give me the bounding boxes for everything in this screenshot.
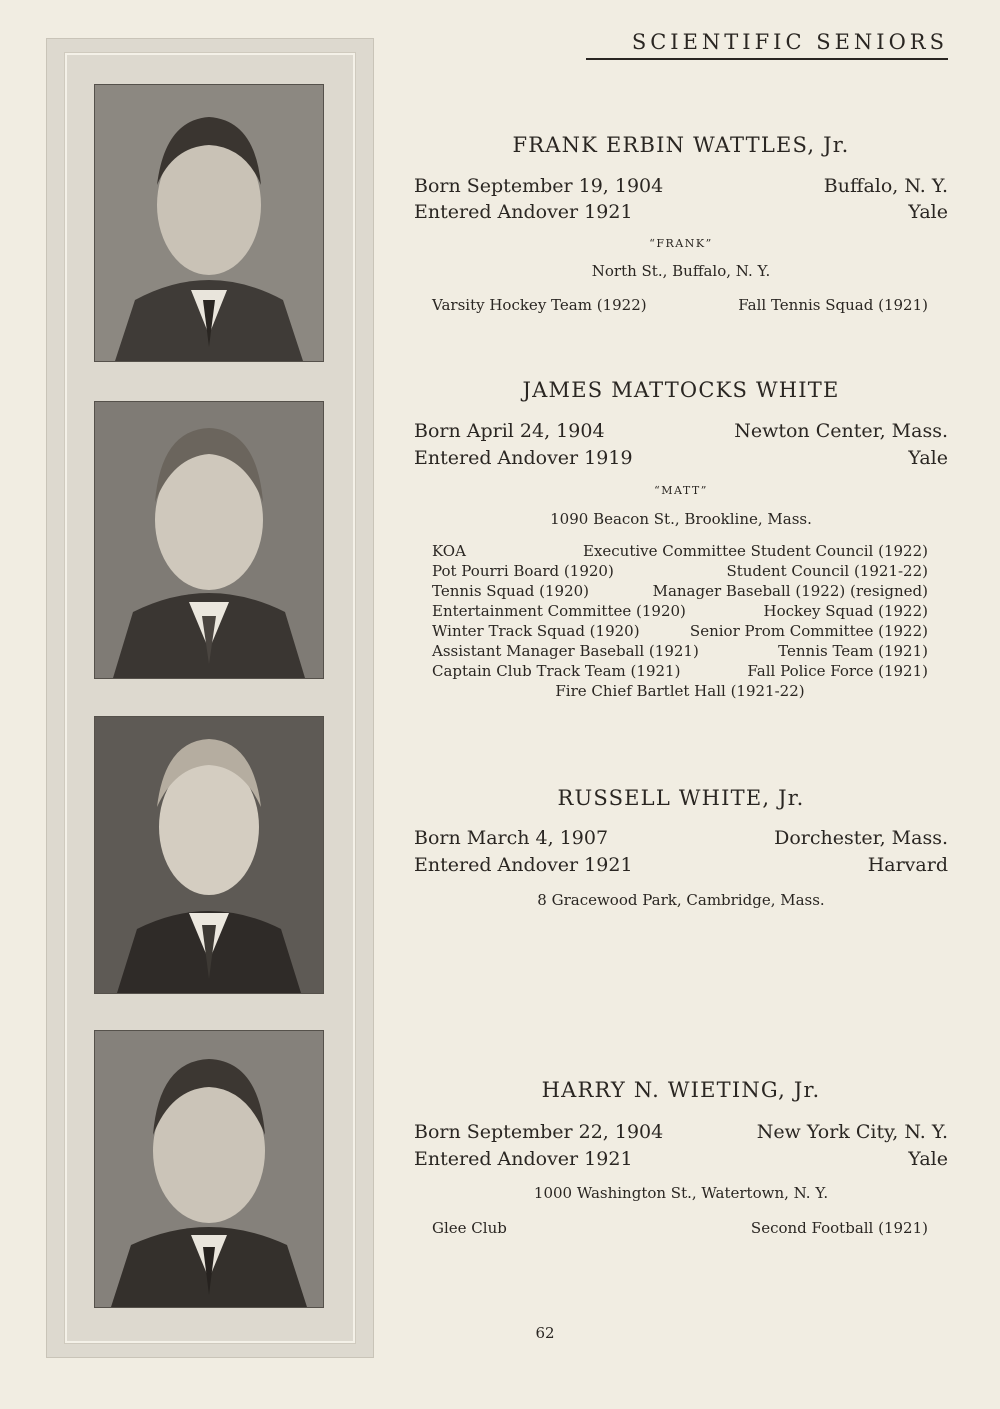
activity: Captain Club Track Team (1921) [432,662,681,680]
activity-row [432,295,928,315]
activity-row [432,621,928,641]
activity-row [432,661,928,681]
activity-row [432,541,928,561]
portrait-photo-r-white [94,716,324,994]
activity: Tennis Team (1921) [778,642,928,660]
nickname: “FRANK” [649,237,713,250]
activity-row [432,601,928,621]
activity-row [432,1218,928,1238]
portrait-photo-icon [95,85,323,361]
hometown: New York City, N. Y. [756,1121,948,1143]
activity: Manager Baseball (1922) (resigned) [652,582,928,600]
activities [432,541,928,701]
activity: Fall Police Force (1921) [747,662,928,680]
entry-row [414,854,948,876]
activities [432,295,928,315]
portrait-photo-icon [95,402,323,678]
nickname: “MATT” [654,484,708,497]
birth-date: Born March 4, 1907 [414,827,609,849]
entry-row [414,1148,948,1170]
senior-name: HARRY N. WIETING, Jr. [541,1078,821,1102]
hometown: Dorchester, Mass. [774,827,948,849]
hometown: Newton Center, Mass. [734,420,948,442]
birth-row [414,1121,948,1143]
entry-row [414,201,948,223]
senior-name: FRANK ERBIN WATTLES, Jr. [512,133,850,157]
portrait-photo-wieting [94,1030,324,1308]
activity-row [432,641,928,661]
college: Yale [908,1148,948,1170]
activity: Fall Tennis Squad (1921) [738,296,928,314]
portrait-photo-icon [95,1031,323,1307]
portrait-photo-j-white [94,401,324,679]
activity-row [432,581,928,601]
birth-date: Born September 22, 1904 [414,1121,664,1143]
activity: Hockey Squad (1922) [763,602,928,620]
activity: Senior Prom Committee (1922) [689,622,928,640]
birth-row [414,420,948,442]
activity: Assistant Manager Baseball (1921) [432,642,699,660]
portrait-photo-wattles [94,84,324,362]
activity: Entertainment Committee (1920) [432,602,686,620]
address: North St., Buffalo, N. Y. [591,262,771,280]
activity-row [432,561,928,581]
activity: Fire Chief Bartlet Hall (1921-22) [555,682,805,700]
entry-year: Entered Andover 1921 [414,854,633,876]
address: 1000 Washington St., Watertown, N. Y. [533,1184,829,1202]
address: 1090 Beacon St., Brookline, Mass. [550,510,812,528]
birth-date: Born April 24, 1904 [414,420,605,442]
college: Yale [908,447,948,469]
activity: Pot Pourri Board (1920) [432,562,614,580]
senior-name: RUSSELL WHITE, Jr. [557,786,805,810]
senior-name: JAMES MATTOCKS WHITE [522,378,840,402]
birth-date: Born September 19, 1904 [414,175,664,197]
activity: KOA [432,542,466,560]
activity: Winter Track Squad (1920) [432,622,640,640]
activity: Second Football (1921) [750,1219,928,1237]
entry-row [414,447,948,469]
portrait-photo-icon [95,717,323,993]
activity: Glee Club [432,1219,507,1237]
page-title: SCIENTIFIC SENIORS [586,30,948,60]
activity: Student Council (1921-22) [726,562,928,580]
birth-row [414,175,948,197]
activities [432,1218,928,1238]
page-number: 62 [535,1324,555,1342]
birth-row [414,827,948,849]
college: Harvard [867,854,948,876]
entry-year: Entered Andover 1919 [414,447,633,469]
activity: Tennis Squad (1920) [432,582,590,600]
entry-year: Entered Andover 1921 [414,201,633,223]
entry-year: Entered Andover 1921 [414,1148,633,1170]
college: Yale [908,201,948,223]
address: 8 Gracewood Park, Cambridge, Mass. [537,891,825,909]
activity: Executive Committee Student Council (1922) [583,542,928,560]
activity: Varsity Hockey Team (1922) [432,296,647,314]
hometown: Buffalo, N. Y. [823,175,948,197]
